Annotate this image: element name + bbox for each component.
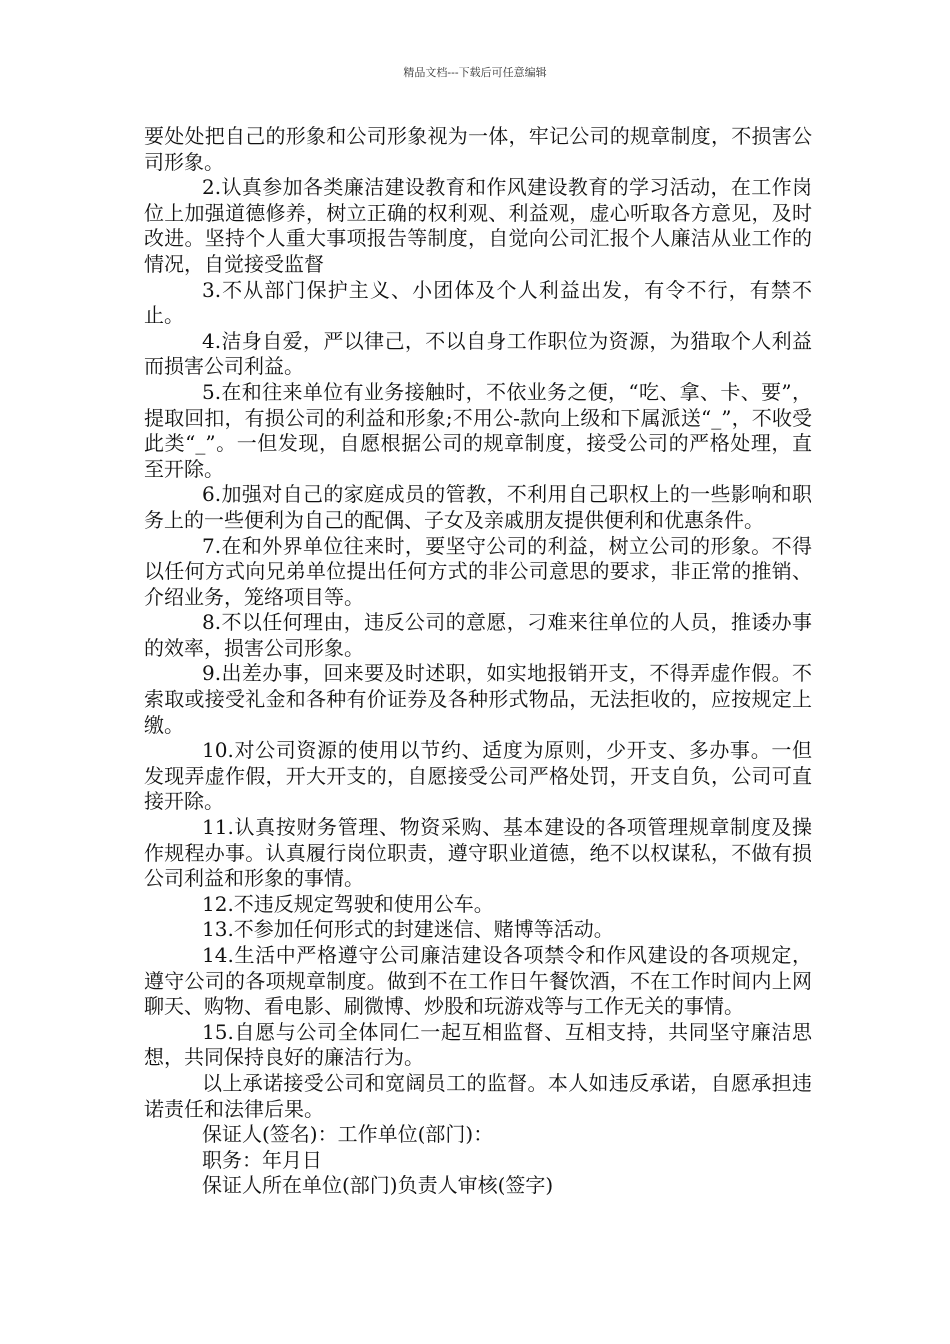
closing-statement: 以上承诺接受公司和宽阔员工的监督。本人如违反承诺，自愿承担违诺责任和法律后果。 xyxy=(144,1070,812,1121)
document-body xyxy=(144,124,812,1199)
commitment-item-6: 6.加强对自己的家庭成员的管教，不利用自己职权上的一些影响和职务上的一些便利为自己的配偶、子女及亲戚朋友提供便利和优惠条件。 xyxy=(144,482,812,532)
paragraph-intro-continuation: 要处处把自己的形象和公司形象视为一体，牢记公司的规章制度，不损害公司形象。 xyxy=(144,124,812,174)
commitment-item-7: 7.在和外界单位往来时，要坚守公司的利益，树立公司的形象。不得以任何方式向兄弟单位提出任何方式的非公司意思的要求，非正常的推销、介绍业务，笼络项目等。 xyxy=(144,533,812,609)
commitment-item-2: 2.认真参加各类廉洁建设教育和作风建设教育的学习活动，在工作岗位上加强道德修养，树立正确的权利观、利益观，虚心听取各方意见，及时改进。坚持个人重大事项报告等制度，自觉向公司汇报个人廉洁从业工作的情况，自觉接受监督 xyxy=(144,175,812,276)
commitment-item-4: 4.洁身自爱，严以律己，不以自身工作职位为资源，为猎取个人利益而损害公司利益。 xyxy=(144,328,812,379)
commitment-item-9: 9.出差办事，回来要及时述职，如实地报销开支，不得弄虚作假。不索取或接受礼金和各种有价证券及各种形式物品，无法拒收的，应按规定上缴。 xyxy=(144,661,812,737)
commitment-item-3: 3.不从部门保护主义、小团体及个人利益出发，有令不行，有禁不止。 xyxy=(144,277,812,328)
commitment-item-8: 8.不以任何理由，违反公司的意愿，刁难来往单位的人员，推诿办事的效率，损害公司形象。 xyxy=(144,610,812,660)
guarantor-signature-line: 保证人(签名)：工作单位(部门)： xyxy=(202,1122,494,1147)
commitment-item-15: 15.自愿与公司全体同仁一起互相监督、互相支持，共同坚守廉洁思想，共同保持良好的廉洁行为。 xyxy=(144,1019,812,1070)
commitment-item-13: 13.不参加任何形式的封建迷信、赌博等活动。 xyxy=(202,917,614,942)
supervisor-review-line: 保证人所在单位(部门)负责人审核(签字) xyxy=(202,1173,554,1198)
commitment-item-11: 11.认真按财务管理、物资采购、基本建设的各项管理规章制度及操作规程办事。认真履行岗位职责，遵守职业道德，绝不以权谋私，不做有损公司利益和形象的事情。 xyxy=(144,815,812,891)
commitment-item-12: 12.不违反规定驾驶和使用公车。 xyxy=(202,891,494,916)
position-date-line: 职务：年月日 xyxy=(202,1147,322,1172)
commitment-item-5: 5.在和往来单位有业务接触时，不依业务之便，“吃、拿、卡、要”，提取回扣，有损公司的利益和形象;不用公-款向上级和下属派送“_”，不收受此类“_”。一但发现，自愿根据公司的规章制度，接受公司的严格处理，直至开除。 xyxy=(144,379,812,481)
commitment-item-14: 14.生活中严格遵守公司廉洁建设各项禁令和作风建设的各项规定，遵守公司的各项规章制度。做到不在工作日午餐饮酒，不在工作时间内上网聊天、购物、看电影、刷微博、炒股和玩游戏等与工作无关的事情。 xyxy=(144,943,812,1019)
page-header: 精品文档---下载后可任意编辑 xyxy=(403,66,547,79)
commitment-item-10: 10.对公司资源的使用以节约、适度为原则，少开支、多办事。一但发现弄虚作假，开大开支的，自愿接受公司严格处罚，开支自负，公司可直接开除。 xyxy=(144,738,812,814)
